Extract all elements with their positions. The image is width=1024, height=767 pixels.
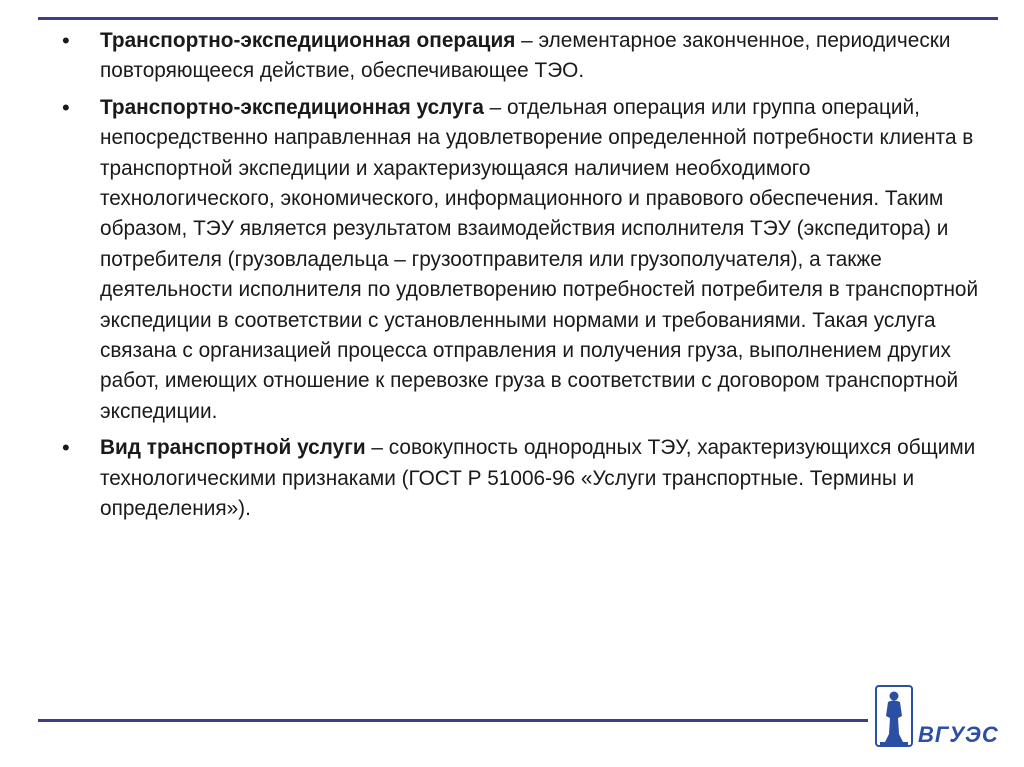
term-heading: Транспортно-экспедиционная услуга	[100, 95, 484, 119]
slide-content	[62, 26, 980, 531]
university-logo	[872, 684, 1006, 750]
term-definition: – совокупность однородных ТЭУ, характеризующихся общими технологическими признаками (ГОСТ Р 51006-96 «Услуги транспортные. Термины и определения»).	[100, 436, 976, 521]
logo-wordmark: ВГУЭС	[918, 722, 999, 747]
statue-emblem-icon	[876, 686, 912, 746]
bottom-divider	[38, 719, 868, 722]
bullet-marker: •	[62, 435, 70, 461]
list-item	[62, 433, 980, 524]
bullet-marker: •	[62, 94, 70, 120]
top-divider	[38, 17, 998, 20]
bullet-marker: •	[62, 28, 70, 53]
term-definition: – элементарное законченное, периодически повторяющееся действие, обеспечивающее ТЭО.	[100, 29, 951, 83]
term-definition: – отдельная операция или группа операций, непосредственно направленная на удовлетворение определенной потребности клиента в транспортной экспедиции и характеризующаяся наличием необходимого технологического, экономического, информационного и правового обеспечения. Таким образом, ТЭУ является результатом взаимодействия исполнителя ТЭУ (экспедитора) и потребителя (грузовладельца – грузоотправителя или грузополучателя), а также деятельности исполнителя по удовлетворению потребностей потребителя в транспортной экспедиции в соответствии с установленными нормами и требованиями. Такая услуга связана с организацией процесса отправления и получения груза, выполнением других работ, имеющих отношение к перевозке груза в соответствии с договором транспортной экспедиции.	[100, 95, 979, 423]
list-item	[62, 93, 980, 427]
term-heading: Вид транспортной услуги	[100, 436, 366, 460]
list-item	[62, 26, 980, 87]
term-heading: Транспортно-экспедиционная операция	[100, 29, 516, 52]
